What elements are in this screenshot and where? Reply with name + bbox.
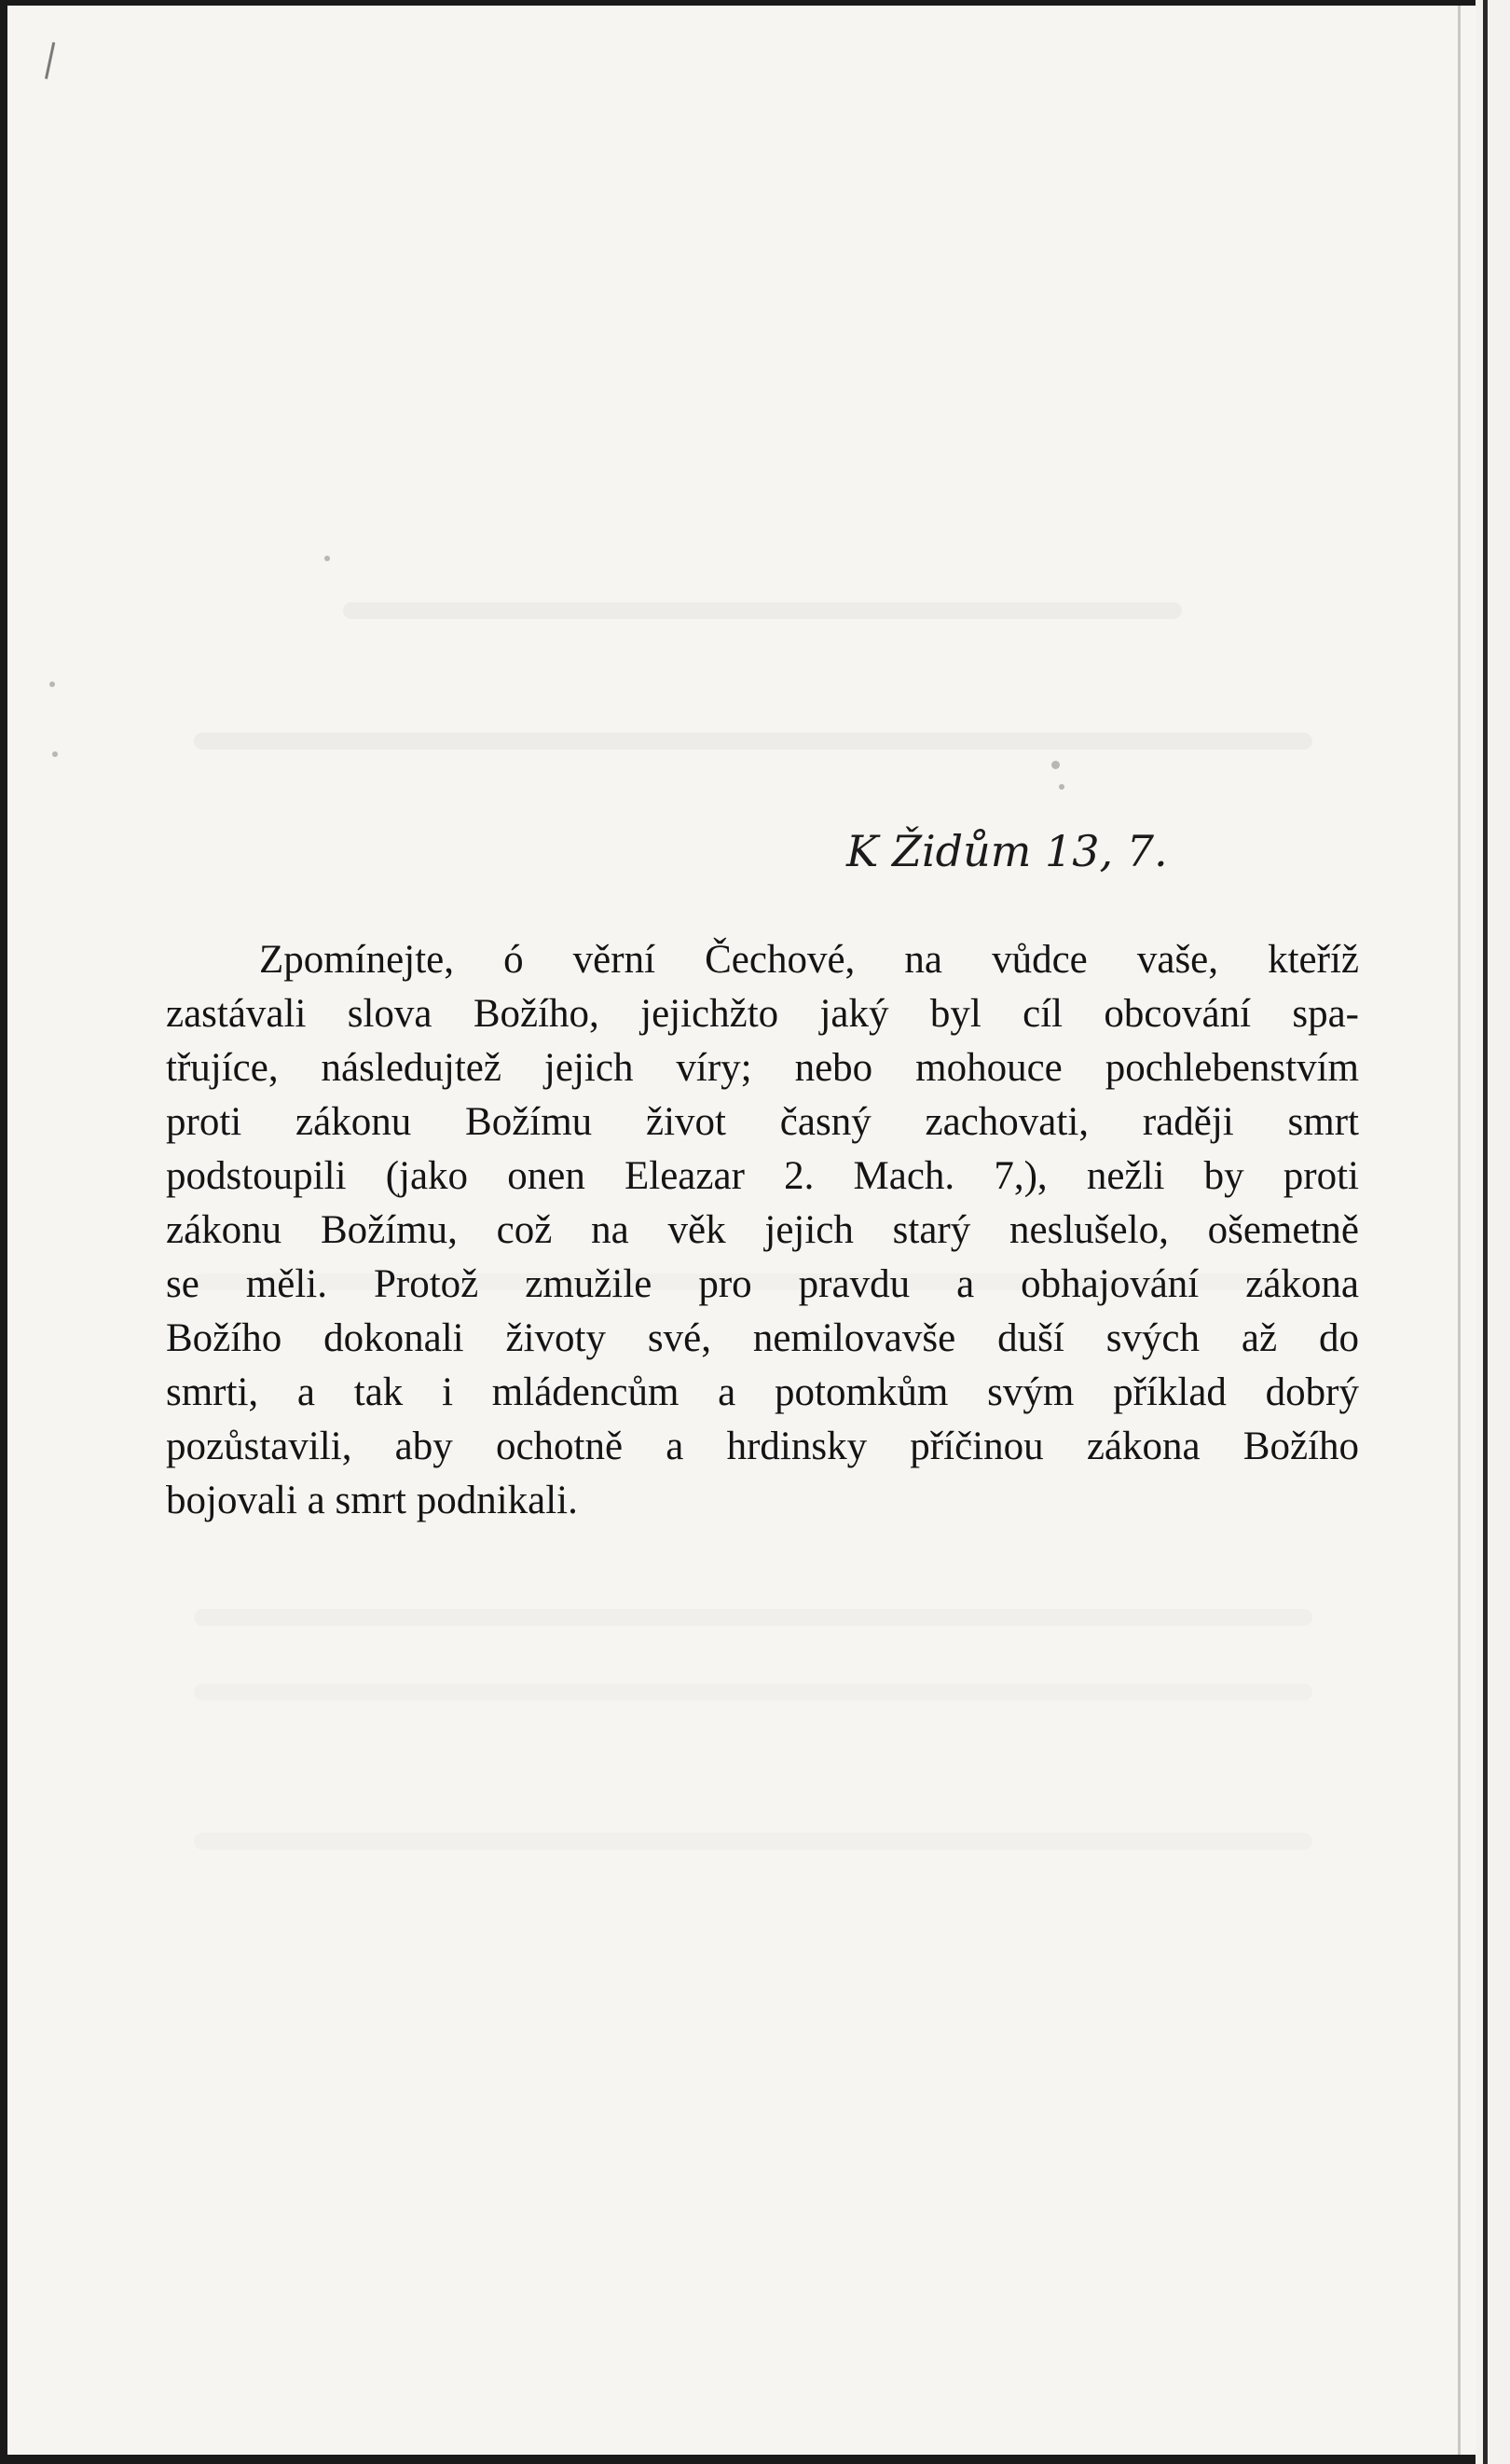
- paragraph-line: Božího dokonali životy své, nemilovavše duší svých až do: [166, 1316, 1359, 1360]
- scripture-reference: K Židům 13, 7.: [846, 826, 1168, 876]
- paper-speck: [324, 556, 330, 561]
- corner-pencil-mark: [45, 42, 64, 81]
- page-edge-shadow: [1458, 6, 1461, 2455]
- paragraph-line: Zpomínejte, ó věrní Čechové, na vůdce vaše, kteříž: [259, 938, 1359, 982]
- show-through-line: [194, 1609, 1312, 1626]
- show-through-line: [194, 1684, 1312, 1700]
- paragraph-line: proti zákonu Božímu život časný zachovati, raději smrt: [166, 1100, 1359, 1144]
- paragraph-line: podstoupili (jako onen Eleazar 2. Mach. 7,), nežli by proti: [166, 1154, 1359, 1198]
- paragraph-line: zákonu Božímu, což na věk jejich starý neslušelo, ošemetně: [166, 1208, 1359, 1252]
- page-sheet: [7, 6, 1476, 2455]
- paragraph-line: se měli. Protož zmužile pro pravdu a obhajování zákona: [166, 1262, 1359, 1306]
- paper-speck: [1059, 784, 1064, 790]
- scan-edge-line: [1483, 0, 1488, 2464]
- show-through-line: [343, 602, 1182, 619]
- paragraph-line: smrti, a tak i mládencům a potomkům svým příklad dobrý: [166, 1370, 1359, 1414]
- paragraph: [166, 933, 1359, 1528]
- paragraph-line: bojovali a smrt podnikali.: [166, 1479, 578, 1522]
- show-through-line: [194, 1833, 1312, 1850]
- paper-speck: [52, 751, 58, 757]
- paper-speck: [1051, 761, 1060, 769]
- scan-right-margin: [1476, 0, 1510, 2464]
- paragraph-line: zastávali slova Božího, jejichžto jaký byl cíl obcování spa-: [166, 992, 1359, 1036]
- show-through-line: [194, 733, 1312, 750]
- paper-speck: [49, 681, 55, 687]
- paragraph-line: pozůstavili, aby ochotně a hrdinsky příčinou zákona Božího: [166, 1425, 1359, 1468]
- paragraph-line: třujíce, následujtež jejich víry; nebo mohouce pochlebenstvím: [166, 1046, 1359, 1090]
